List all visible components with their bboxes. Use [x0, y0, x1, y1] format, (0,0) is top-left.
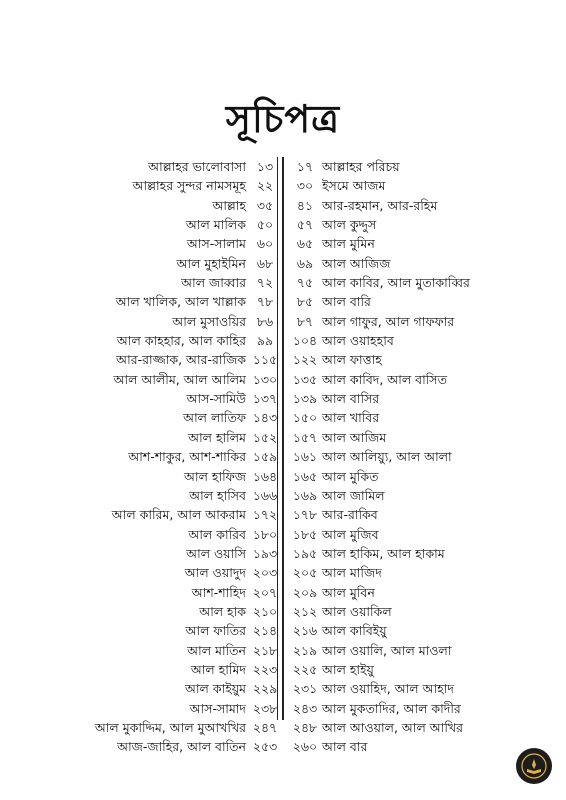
- toc-right-page: ৮৭: [296, 313, 314, 329]
- toc-right-page: ২১৬: [292, 623, 318, 639]
- toc-left-page: ৩৫: [256, 197, 274, 213]
- toc-left-page: ১৩৭: [252, 391, 278, 407]
- toc-left-page: ২১৮: [252, 642, 278, 658]
- toc-right-title: আল কাবিইয়ু: [322, 623, 387, 639]
- toc-left-title: আস-সালাম: [186, 236, 246, 252]
- toc-left-title: আশ-শাহিদ: [191, 584, 246, 600]
- toc-row: [0, 602, 566, 621]
- toc-left-title: আল মুসাওয়ির: [172, 313, 246, 329]
- toc-right-page: ২৪৩: [292, 700, 318, 716]
- toc-right-page: ২৬০: [292, 739, 318, 755]
- toc-left-page: ২১৪: [252, 623, 278, 639]
- toc-right-title: আল মুবিন: [322, 584, 375, 600]
- toc-right-title: আল ওয়াহহাব: [322, 333, 394, 349]
- toc-left-page: ২১০: [252, 603, 278, 619]
- toc-left-page: ২৫৩: [252, 739, 278, 755]
- toc-row: [0, 505, 566, 524]
- toc-right-title: আল আজিজ: [322, 255, 391, 271]
- toc-left-page: ১৯৩: [252, 545, 278, 561]
- toc-row: [0, 331, 566, 350]
- toc-right-page: ১৬৯: [292, 487, 318, 503]
- page-title: সূচিপত্র: [225, 96, 341, 141]
- book-quill-icon: [521, 753, 547, 779]
- toc-right-page: ২৩১: [292, 681, 318, 697]
- toc-right-title: আল আজিম: [322, 429, 387, 445]
- toc-left-title: আল হাফিজ: [184, 468, 246, 484]
- toc-right-page: ৩০: [296, 178, 314, 194]
- toc-right-page: ১২২: [292, 352, 318, 368]
- toc-left-title: আল হামিদ: [190, 661, 246, 677]
- toc-left-page: ২৪৭: [252, 719, 278, 735]
- toc-right-title: আল হাকিম, আল হাকাম: [322, 545, 445, 561]
- toc-right-title: আল ওয়ালি, আল মাওলা: [322, 642, 452, 658]
- toc-row: [0, 254, 566, 273]
- toc-right-page: ১৭৮: [292, 507, 318, 523]
- toc-row: [0, 176, 566, 195]
- toc-left-page: ১৩০: [252, 371, 278, 387]
- toc-left-page: ২০৭: [252, 584, 278, 600]
- toc-left-page: ৭৮: [256, 294, 274, 310]
- toc-left-page: ১৪৩: [252, 410, 278, 426]
- toc-row: [0, 273, 566, 292]
- toc-left-title: আল ওয়াদুদ: [184, 565, 246, 581]
- publisher-logo: [516, 748, 552, 784]
- toc-left-title: আল আলীম, আল আলিম: [113, 371, 246, 387]
- toc-right-title: আল গাফুর, আল গাফফার: [322, 313, 455, 329]
- toc-right-title: আল মুজিব: [322, 526, 379, 542]
- toc-left-title: আল কারিম, আল আকরাম: [111, 507, 246, 523]
- toc-row: [0, 737, 566, 756]
- toc-left-title: আল্লাহর সুন্দর নামসমূহ: [132, 178, 246, 194]
- toc-right-page: ২২৫: [292, 661, 318, 677]
- toc-right-page: ২০৫: [292, 565, 318, 581]
- toc-row: [0, 292, 566, 311]
- toc-right-page: ১৬১: [292, 449, 318, 465]
- toc-right-title: আল জামিল: [322, 487, 385, 503]
- toc-row: [0, 486, 566, 505]
- toc-left-page: ১৬৬: [252, 487, 278, 503]
- toc-right-page: ১৬৫: [292, 468, 318, 484]
- toc-left-title: আল খালিক, আল খাল্লাক: [115, 294, 246, 310]
- toc-row: [0, 679, 566, 698]
- toc-right-page: ১৭: [296, 159, 314, 174]
- toc-row: [0, 312, 566, 331]
- toc-right-page: ১৮৫: [292, 526, 318, 542]
- toc-left-page: ৫০: [256, 217, 274, 233]
- toc-right-title: আল্লাহর পরিচয়: [322, 159, 400, 174]
- toc-row: [0, 467, 566, 486]
- toc-left-page: ২৩৮: [252, 700, 278, 716]
- toc-right-page: ১০৪: [292, 333, 318, 349]
- toc-right-title: আল মুমিন: [322, 236, 375, 252]
- toc-left-page: ২২৩: [252, 661, 278, 677]
- toc-row: [0, 196, 566, 215]
- toc-row: [0, 660, 566, 679]
- toc-left-page: ৯৯: [256, 333, 274, 349]
- toc-right-page: ১৩৫: [292, 371, 318, 387]
- toc-left-title: আল কাহহার, আল কাহির: [116, 333, 246, 349]
- toc-right-title: আল বার: [322, 739, 368, 755]
- toc-left-title: আল মুকাদ্দিম, আল মুআখখির: [94, 719, 246, 735]
- toc-right-page: ১৩৯: [292, 391, 318, 407]
- toc-right-page: ১৫০: [292, 410, 318, 426]
- toc-right-page: ২০৯: [292, 584, 318, 600]
- toc-left-page: ২০৩: [252, 565, 278, 581]
- toc-row: [0, 583, 566, 602]
- toc-left-title: আল্লাহ: [212, 197, 246, 213]
- toc-row: [0, 215, 566, 234]
- toc-row: [0, 447, 566, 466]
- toc-left-title: আল ফাতির: [185, 623, 246, 639]
- toc-right-title: আল ফাত্তাহ: [322, 352, 382, 368]
- toc-left-title: আল হাক: [199, 603, 246, 619]
- toc-left-title: আল মালিক: [185, 217, 246, 233]
- toc-left-page: ১৮০: [252, 526, 278, 542]
- toc-row: [0, 699, 566, 718]
- toc-left-page: ১৬৪: [252, 468, 278, 484]
- toc-left-title: আস-সামিউ: [186, 391, 246, 407]
- toc-right-title: আর-রহমান, আর-রহিম: [322, 197, 438, 213]
- toc-right-page: ৭৫: [296, 275, 314, 291]
- toc-left-title: আল ওয়াসি: [186, 545, 246, 561]
- toc-right-title: আল কাবির, আল মুতাকাব্বির: [322, 275, 470, 291]
- toc-left-title: আল কারিব: [188, 526, 246, 542]
- toc-row: [0, 641, 566, 660]
- toc-row: [0, 525, 566, 544]
- toc-right-title: আল খাবির: [322, 410, 380, 426]
- toc-right-title: আল আওয়াল, আল আখির: [322, 719, 464, 735]
- toc-right-title: আল মাজিদ: [322, 565, 382, 581]
- toc-left-title: আশ-শাকুর, আশ-শাকির: [128, 449, 246, 465]
- toc-right-page: ১৯৫: [292, 545, 318, 561]
- toc-right-title: আল ওয়াহিদ, আল আহাদ: [322, 681, 454, 697]
- toc-left-page: ১৫২: [252, 429, 278, 445]
- toc-left-title: আজ-জাহির, আল বাতিন: [117, 739, 246, 755]
- toc-row: [0, 544, 566, 563]
- toc-left-title: আল হাসিব: [189, 487, 246, 503]
- toc-right-page: ৬৯: [296, 255, 314, 271]
- toc-left-page: ২২: [256, 178, 274, 194]
- toc-right-title: আল হাইয়ু: [322, 661, 374, 677]
- table-of-contents: [0, 157, 566, 757]
- toc-right-title: আল মুকতাদির, আল কাদীর: [322, 700, 461, 716]
- toc-row: [0, 621, 566, 640]
- toc-left-page: ১৫৯: [252, 449, 278, 465]
- toc-left-title: আল মাতিন: [187, 642, 246, 658]
- toc-row: [0, 563, 566, 582]
- toc-right-title: আল বারি: [322, 294, 371, 310]
- toc-left-page: ৮৬: [256, 313, 274, 329]
- toc-left-title: আল্লাহর ভালোবাসা: [148, 159, 246, 174]
- toc-row: [0, 350, 566, 369]
- toc-right-page: ১৫৭: [292, 429, 318, 445]
- toc-right-page: ৬৫: [296, 236, 314, 252]
- toc-row: [0, 234, 566, 253]
- toc-right-title: আল আলিয়্যু, আল আলা: [322, 449, 452, 465]
- toc-left-title: আল জাব্বার: [181, 275, 246, 291]
- toc-left-title: আল মুহাইমিন: [176, 255, 246, 271]
- toc-right-page: ২১২: [292, 603, 318, 619]
- toc-right-title: আল ওয়াকিল: [322, 603, 392, 619]
- toc-left-title: আর-রাজ্জাক, আর-রাজিক: [116, 352, 246, 368]
- toc-left-page: ৬০: [256, 236, 274, 252]
- toc-left-page: ৭২: [256, 275, 274, 291]
- toc-row: [0, 718, 566, 737]
- toc-row: [0, 428, 566, 447]
- toc-row: [0, 370, 566, 389]
- toc-right-page: ৪১: [296, 197, 314, 213]
- toc-right-title: আর-রাকিব: [322, 507, 378, 523]
- toc-left-page: ১১৫: [252, 352, 278, 368]
- toc-left-title: আল লাতিফ: [183, 410, 246, 426]
- toc-left-page: ৬৮: [256, 255, 274, 271]
- toc-row: [0, 389, 566, 408]
- toc-right-title: আল বাসির: [322, 391, 380, 407]
- toc-left-title: আল কাইয়ুম: [184, 681, 246, 697]
- toc-right-page: ২১৯: [292, 642, 318, 658]
- toc-left-page: ১৭২: [252, 507, 278, 523]
- toc-right-page: ২৪৮: [292, 719, 318, 735]
- toc-left-title: আল হালিম: [188, 429, 246, 445]
- toc-right-title: ইসমে আজম: [322, 178, 386, 194]
- toc-left-page: ১৩: [256, 159, 274, 174]
- toc-row: [0, 408, 566, 427]
- toc-right-title: আল কাবিদ, আল বাসিত: [322, 371, 447, 387]
- toc-right-title: আল মুকিত: [322, 468, 379, 484]
- toc-right-title: আল কুদ্দুস: [322, 217, 377, 233]
- toc-left-title: আস-সামাদ: [189, 700, 246, 716]
- toc-row: [0, 157, 566, 176]
- toc-left-page: ২২৯: [252, 681, 278, 697]
- toc-right-page: ৮৫: [296, 294, 314, 310]
- toc-right-page: ৫৭: [296, 217, 314, 233]
